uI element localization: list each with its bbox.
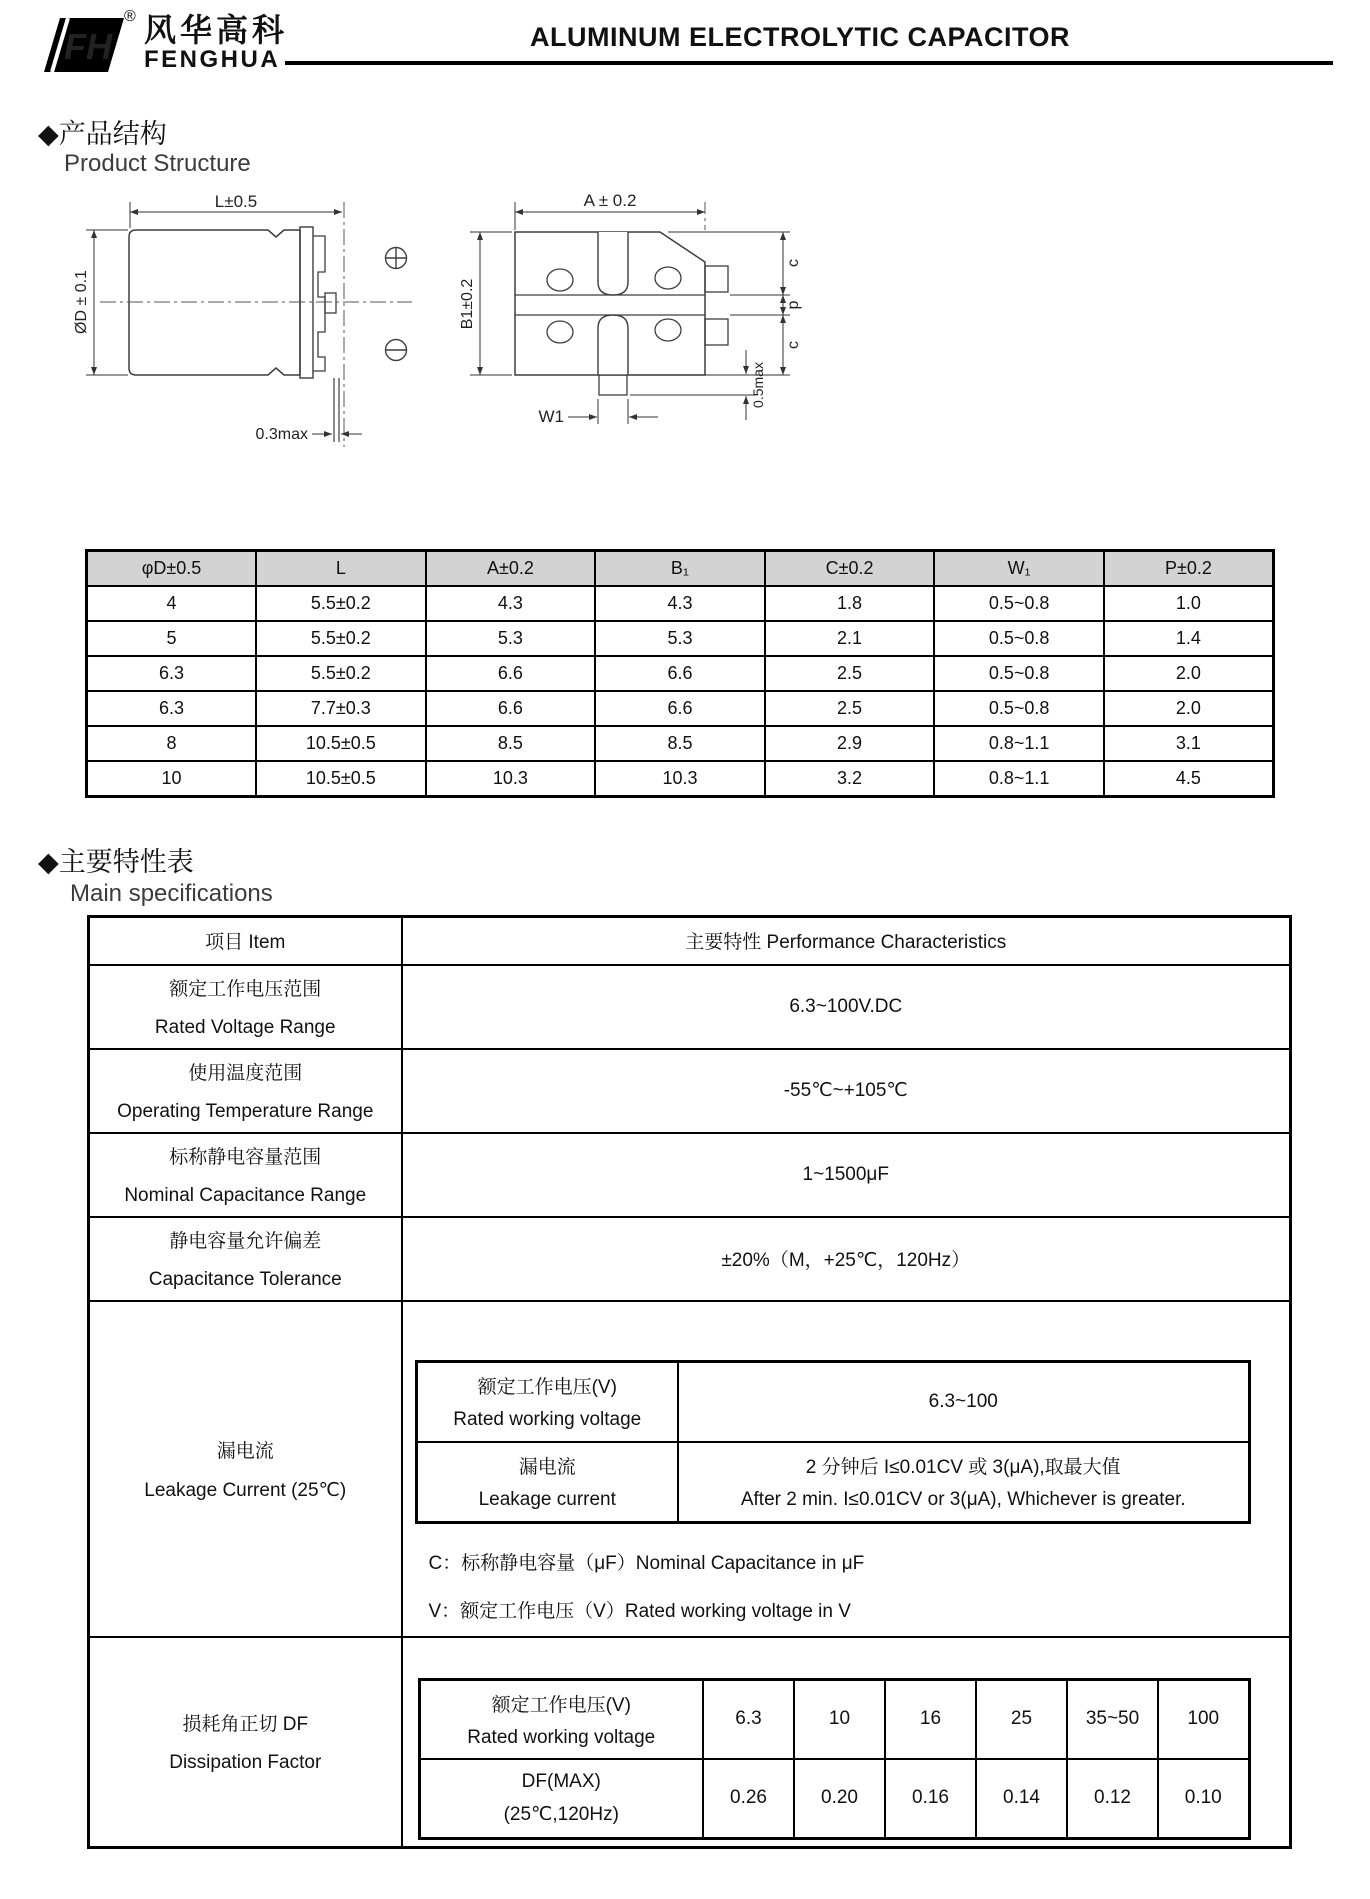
dim-cell: 7.7±0.3: [256, 691, 426, 726]
terminal-pad: [705, 266, 728, 292]
dim-cell: 6.6: [595, 691, 765, 726]
spec-item-cn: 静电容量允许偏差: [169, 1231, 322, 1252]
dim-cell: 0.5~0.8: [934, 586, 1104, 621]
spec-item: [89, 965, 402, 1049]
leakage-current-value: [678, 1442, 1249, 1523]
dim-cell: 2.9: [765, 726, 935, 761]
table-row: [416, 1442, 1249, 1523]
dim-cell: 6.3: [87, 656, 257, 691]
leakage-current-row: [89, 1301, 1291, 1637]
terminal-slot-top: [598, 232, 628, 295]
dim-label-w1: W1: [538, 407, 564, 426]
df-value: 0.14: [976, 1759, 1067, 1839]
dim-cell: 4: [87, 586, 257, 621]
df-voltage: 100: [1158, 1679, 1249, 1759]
fenghua-logo-icon: [44, 16, 124, 74]
dim-cell: 2.5: [765, 691, 935, 726]
dim-cell: 4.5: [1104, 761, 1274, 797]
table-row: [89, 1049, 1291, 1133]
section-product-structure-cn: ◆产品结构: [38, 119, 167, 149]
label-cn: 额定工作电压(V): [491, 1694, 631, 1716]
label-en: Leakage current: [478, 1489, 616, 1510]
dimension-table: [85, 549, 1275, 798]
dim-cell: 3.2: [765, 761, 935, 797]
df-value: 0.10: [1158, 1759, 1249, 1839]
spec-item-cn: 漏电流: [216, 1440, 274, 1462]
table-row: [419, 1679, 1249, 1759]
dim-cell: 0.5~0.8: [934, 691, 1104, 726]
dim-cell: 10.5±0.5: [256, 726, 426, 761]
dim-cell: 2.0: [1104, 691, 1274, 726]
dim-cell: 0.5~0.8: [934, 621, 1104, 656]
dim-cell: 5: [87, 621, 257, 656]
leakage-voltage-value: 6.3~100: [678, 1361, 1249, 1442]
spec-item: [89, 1133, 402, 1217]
value-cn: 2 分钟后 I≤0.01CV 或 3(μA),取最大值: [805, 1457, 1121, 1478]
label-en: Rated working voltage: [453, 1409, 642, 1430]
df-value: 0.16: [885, 1759, 976, 1839]
specifications-table: [87, 915, 1292, 1849]
dim-cell: 4.3: [426, 586, 596, 621]
page-title: ALUMINUM ELECTROLYTIC CAPACITOR: [530, 22, 1070, 52]
dim-cell: 6.6: [426, 691, 596, 726]
dim-cell: 2.5: [765, 656, 935, 691]
dim-header-b1: B₁: [595, 551, 765, 587]
spec-value: ±20%（M，+25℃，120Hz）: [402, 1217, 1291, 1301]
leakage-notes: [429, 1540, 1290, 1636]
df-voltage: 10: [794, 1679, 885, 1759]
label-cn: 额定工作电压(V): [477, 1377, 617, 1398]
label-cn: 漏电流: [518, 1457, 576, 1478]
registered-mark: ®: [124, 8, 136, 25]
df-value: 0.20: [794, 1759, 885, 1839]
positioning-hole: [547, 321, 573, 343]
spec-item: [89, 1217, 402, 1301]
table-row: [89, 1217, 1291, 1301]
dim-cell: 8.5: [426, 726, 596, 761]
dim-cell: 1.8: [765, 586, 935, 621]
dim-header-l: L: [256, 551, 426, 587]
dim-label-seat-max: 0.3max: [255, 426, 308, 443]
positive-polarity-icon: [385, 247, 407, 269]
terminal-tab: [325, 293, 336, 313]
df-voltage: 25: [976, 1679, 1067, 1759]
dim-cell: 5.3: [595, 621, 765, 656]
dim-header-p: P±0.2: [1104, 551, 1274, 587]
leakage-value-cell: [402, 1301, 1291, 1637]
dim-label-h-max: 0.5max: [750, 362, 766, 408]
dim-cell: 5.5±0.2: [256, 586, 426, 621]
note-v: V：额定工作电压（V）Rated working voltage in V: [428, 1600, 851, 1622]
table-row: [416, 1361, 1249, 1442]
dim-cell: 6.3: [87, 691, 257, 726]
label-line2: (25℃,120Hz): [503, 1803, 619, 1825]
value-en: After 2 min. I≤0.01CV or 3(μA), Whichever is greater.: [740, 1489, 1186, 1510]
spec-item-en: Rated Voltage Range: [154, 1017, 336, 1038]
spec-value: -55℃~+105℃: [402, 1049, 1291, 1133]
spec-item: [89, 1301, 402, 1637]
df-value-cell: [402, 1637, 1291, 1848]
terminal-slot-bottom: [598, 315, 628, 375]
dim-cell: 5.3: [426, 621, 596, 656]
note-c: C：标称静电容量（μF）Nominal Capacitance in μF: [428, 1552, 865, 1574]
dim-cell: 0.5~0.8: [934, 656, 1104, 691]
section-main-specifications-en: Main specifications: [70, 880, 273, 907]
table-row: [89, 965, 1291, 1049]
logo-name-en: FENGHUA: [144, 46, 281, 73]
table-row: [87, 691, 1274, 726]
spec-item: [89, 1637, 402, 1848]
spec-item-en: Capacitance Tolerance: [148, 1269, 342, 1290]
dim-cell: 1.0: [1104, 586, 1274, 621]
section-product-structure-en: Product Structure: [64, 150, 251, 177]
dim-cell: 4.3: [595, 586, 765, 621]
dim-header-phi-d: φD±0.5: [87, 551, 257, 587]
negative-polarity-icon: [385, 340, 407, 361]
dim-label-c-top: c: [785, 259, 802, 267]
dim-cell: 2.1: [765, 621, 935, 656]
df-value: 0.26: [703, 1759, 794, 1839]
dim-cell: 10.5±0.5: [256, 761, 426, 797]
section-main-specifications-cn: ◆主要特性表: [38, 847, 194, 877]
logo-name-cn: 风华高科: [144, 12, 289, 48]
positioning-hole: [655, 267, 681, 289]
spec-value: 6.3~100V.DC: [402, 965, 1291, 1049]
positioning-hole: [655, 319, 681, 341]
spec-item-en: Dissipation Factor: [169, 1752, 322, 1774]
logo-text: [144, 14, 288, 72]
df-voltage: 16: [885, 1679, 976, 1759]
spec-col-item: 项目 Item: [89, 917, 402, 965]
table-row: [89, 1133, 1291, 1217]
dim-cell: 10.3: [595, 761, 765, 797]
dim-label-a: A ± 0.2: [583, 192, 637, 210]
dim-cell: 3.1: [1104, 726, 1274, 761]
spec-value: 1~1500μF: [402, 1133, 1291, 1217]
df-value: 0.12: [1067, 1759, 1158, 1839]
terminal-pad: [705, 319, 728, 345]
spec-header-row: [89, 917, 1291, 965]
table-row: [419, 1759, 1249, 1839]
terminal-profile: [313, 236, 325, 371]
table-row: [87, 586, 1274, 621]
capacitor-side-view-drawing: [72, 192, 472, 497]
dim-cell: 8: [87, 726, 257, 761]
leakage-inner-table: [415, 1360, 1251, 1524]
dim-table-header-row: [87, 551, 1274, 587]
dim-cell: 10.3: [426, 761, 596, 797]
table-row: [87, 621, 1274, 656]
spec-item: [89, 1049, 402, 1133]
capacitor-bottom-view-drawing: [438, 192, 838, 497]
dim-label-c-bottom: c: [785, 341, 802, 349]
spec-item-cn: 额定工作电压范围: [169, 979, 322, 1000]
header-divider: [285, 61, 1333, 65]
dim-header-w1: W₁: [934, 551, 1104, 587]
dim-cell: 5.5±0.2: [256, 656, 426, 691]
table-row: [87, 656, 1274, 691]
dim-cell: 6.6: [426, 656, 596, 691]
logo-fh-letters: FH: [64, 26, 112, 67]
spec-item-cn: 损耗角正切 DF: [182, 1714, 309, 1736]
leakage-current-label: [416, 1442, 678, 1523]
df-voltage: 6.3: [703, 1679, 794, 1759]
spec-col-value: 主要特性 Performance Characteristics: [402, 917, 1291, 965]
df-voltage-label: [419, 1679, 703, 1759]
dim-header-a: A±0.2: [426, 551, 596, 587]
dim-cell: 0.8~1.1: [934, 726, 1104, 761]
dim-label-b1: B1±0.2: [459, 278, 476, 330]
leakage-voltage-label: [416, 1361, 678, 1442]
df-voltage: 35~50: [1067, 1679, 1158, 1759]
dim-label-p: p: [785, 300, 802, 310]
spec-item-cn: 使用温度范围: [188, 1063, 303, 1084]
dim-cell: 1.4: [1104, 621, 1274, 656]
label-en: Rated working voltage: [467, 1726, 656, 1748]
dim-cell: 0.8~1.1: [934, 761, 1104, 797]
spec-item-cn: 标称静电容量范围: [169, 1147, 322, 1168]
dissipation-factor-row: [89, 1637, 1291, 1848]
dim-cell: 8.5: [595, 726, 765, 761]
label-line1: DF(MAX): [521, 1770, 601, 1792]
dim-label-diameter: ØD ± 0.1: [73, 270, 90, 334]
bottom-terminal: [599, 375, 627, 395]
dim-cell: 6.6: [595, 656, 765, 691]
df-max-label: [419, 1759, 703, 1839]
df-inner-table: [418, 1678, 1251, 1840]
dim-cell: 5.5±0.2: [256, 621, 426, 656]
dim-cell: 10: [87, 761, 257, 797]
spec-item-en: Operating Temperature Range: [117, 1101, 374, 1122]
spec-item-en: Leakage Current (25℃): [144, 1479, 347, 1501]
dim-header-c: C±0.2: [765, 551, 935, 587]
dim-cell: 2.0: [1104, 656, 1274, 691]
table-row: [87, 726, 1274, 761]
positioning-hole: [547, 269, 573, 291]
spec-item-en: Nominal Capacitance Range: [124, 1185, 367, 1206]
dim-label-length: L±0.5: [214, 192, 258, 211]
table-row: [87, 761, 1274, 797]
